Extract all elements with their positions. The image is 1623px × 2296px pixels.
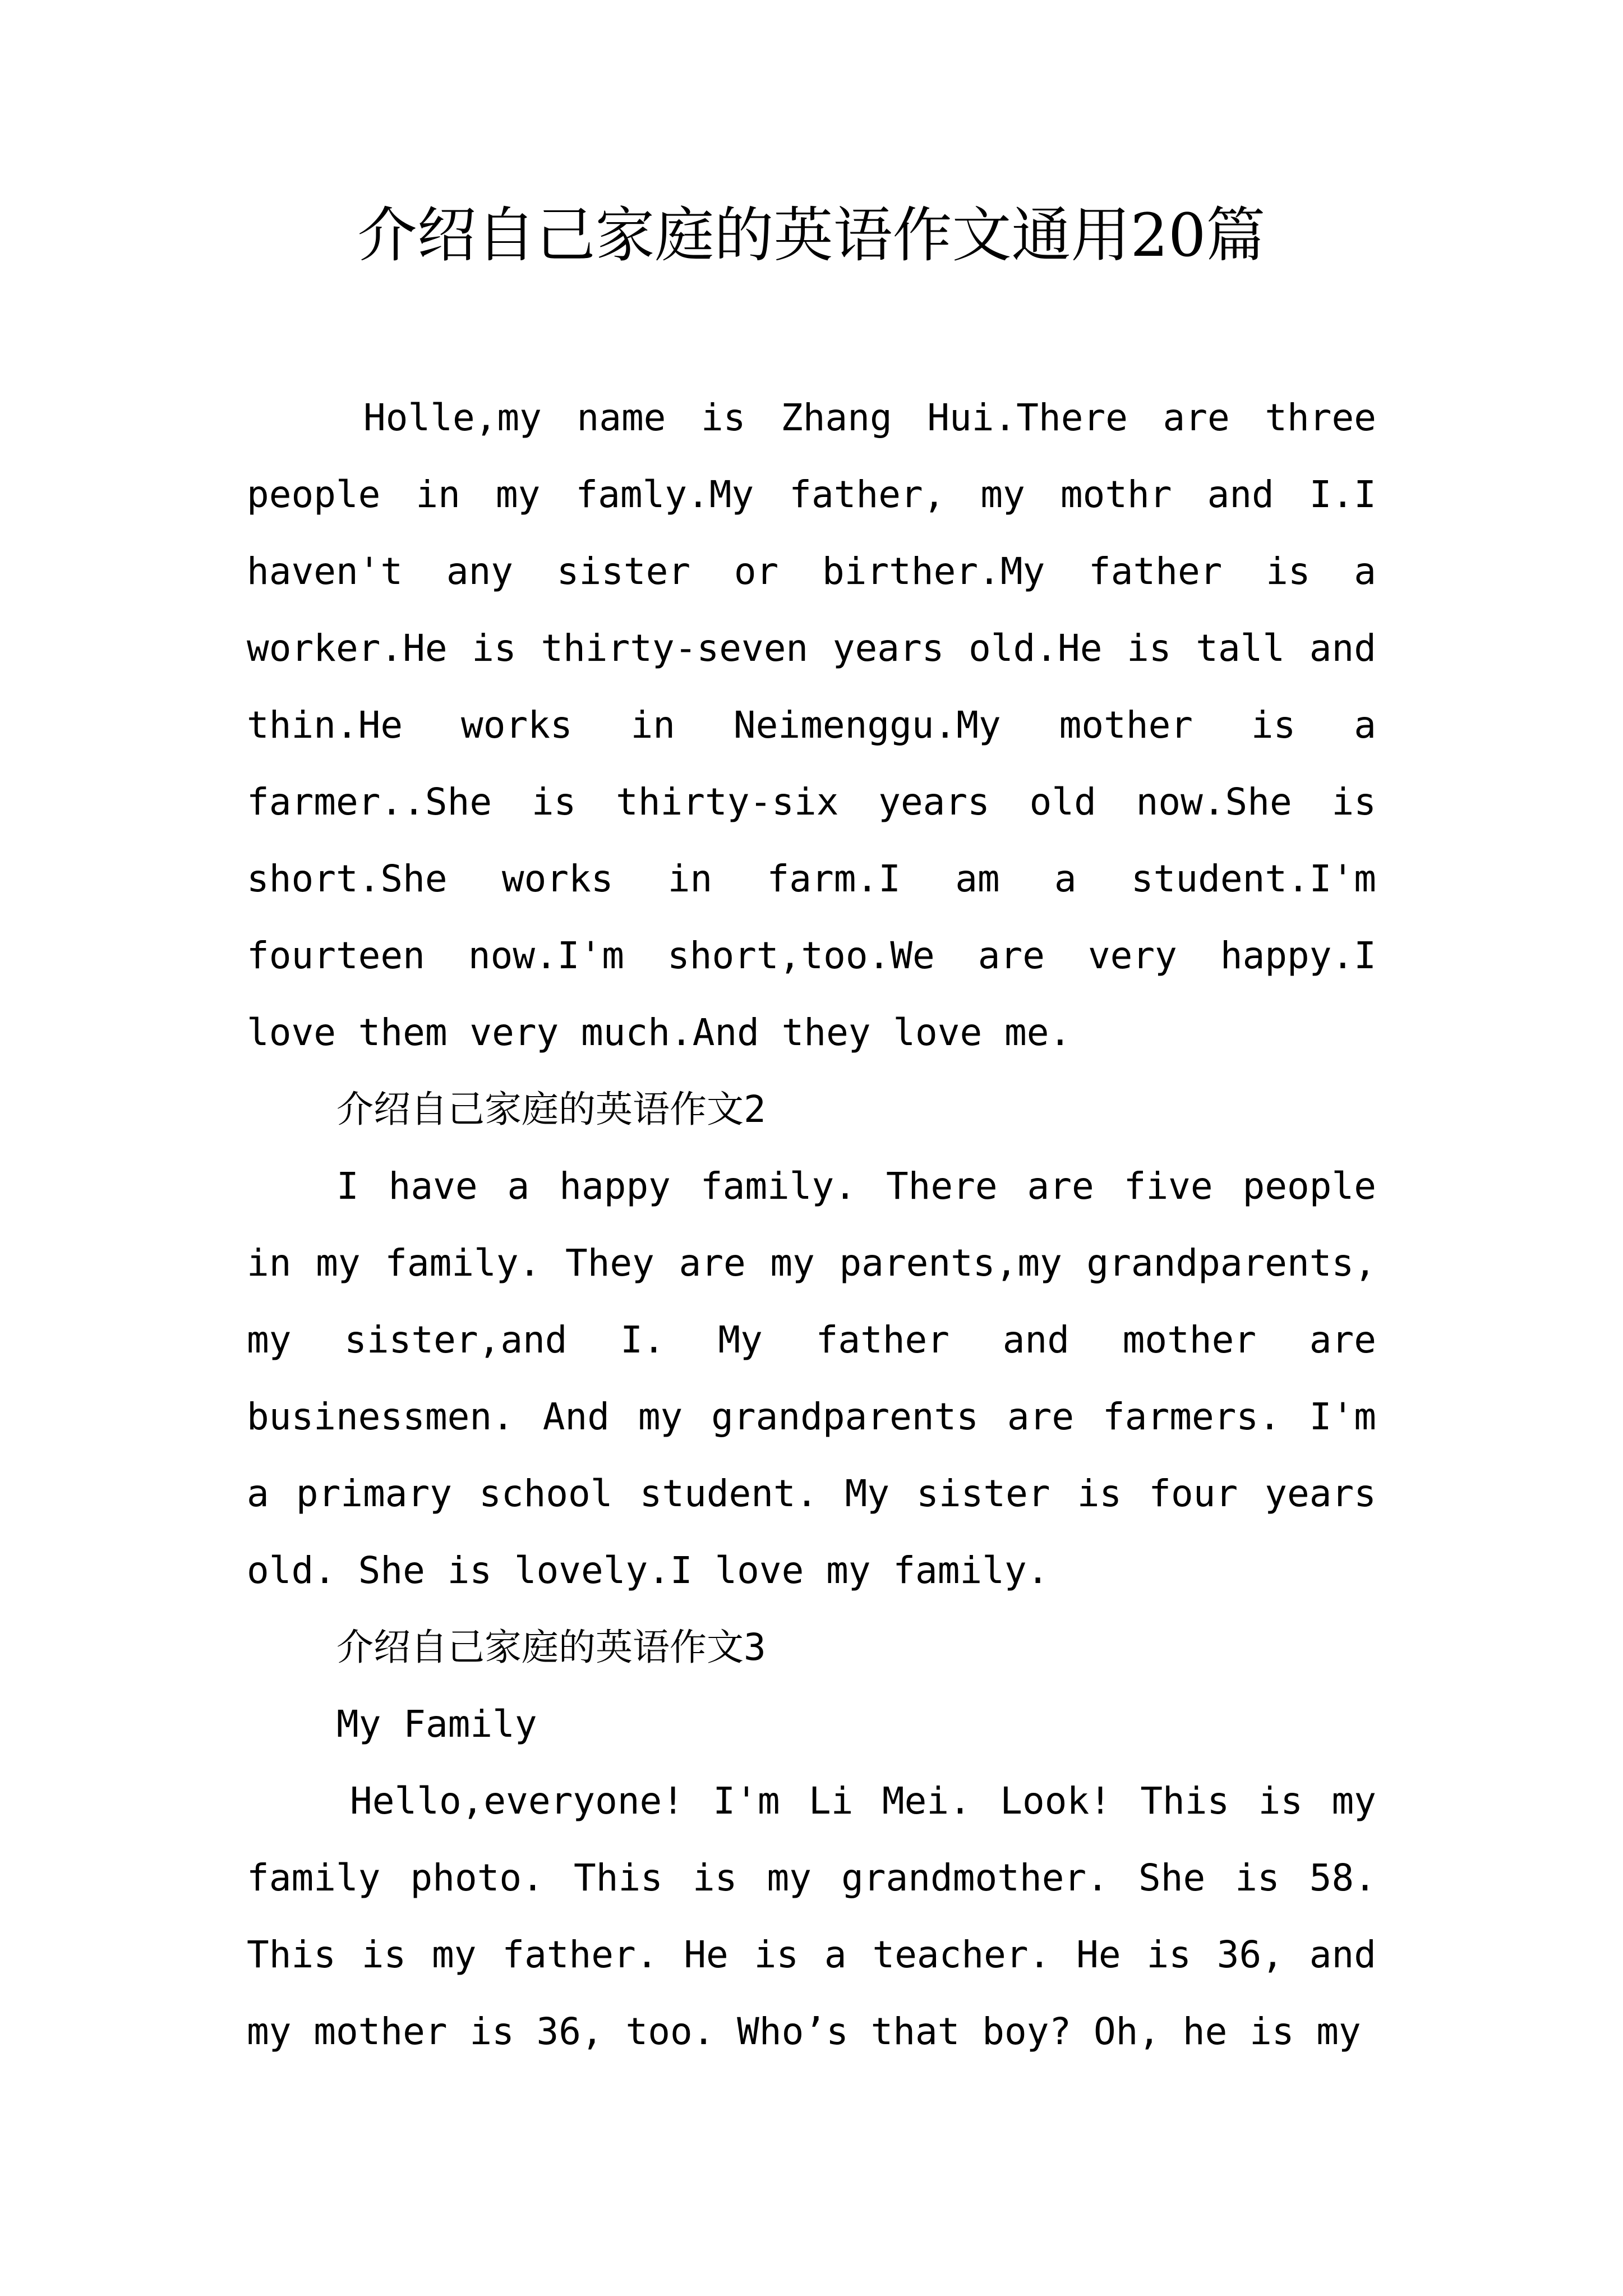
essay-heading-3: 介绍自己家庭的英语作文3 [336,1626,766,1669]
essay-subtitle-3: My Family [336,1703,537,1746]
essay-paragraph-3: Hello,everyone! I'm Li Mei. Look! This is my family photo. This is my grandmother. She is 58. This is my father. He is a teacher. He is 36, and my mother is 36, too. Who’s that boy? Oh, he is my [247,1779,1376,2053]
document-body [247,379,1376,2070]
essay-heading-2: 介绍自己家庭的英语作文2 [336,1088,766,1131]
essay-paragraph-1: Holle,my name is Zhang Hui.There are three people in my famly.My father, my mothr and I.I haven't any sister or birther.My father is a worker.He is thirty-seven years old.He is tall and thin.He works in Neimenggu.My mother is a farmer..She is thirty-six years old now.She is short.She works in farm.I am a student.I'm fourteen now.I'm short,too.We are very happy.I love them very much.And they love me. [247,396,1376,1054]
essay-paragraph-2: I have a happy family. There are five people in my family. They are my parents,my grandparents, my sister,and I. My father and mother are businessmen. And my grandparents are farmers. I'm a primary school student. My sister is four years old. She is lovely.I love my family. [247,1165,1376,1592]
document-title: 介绍自己家庭的英语作文通用20篇 [357,201,1266,270]
